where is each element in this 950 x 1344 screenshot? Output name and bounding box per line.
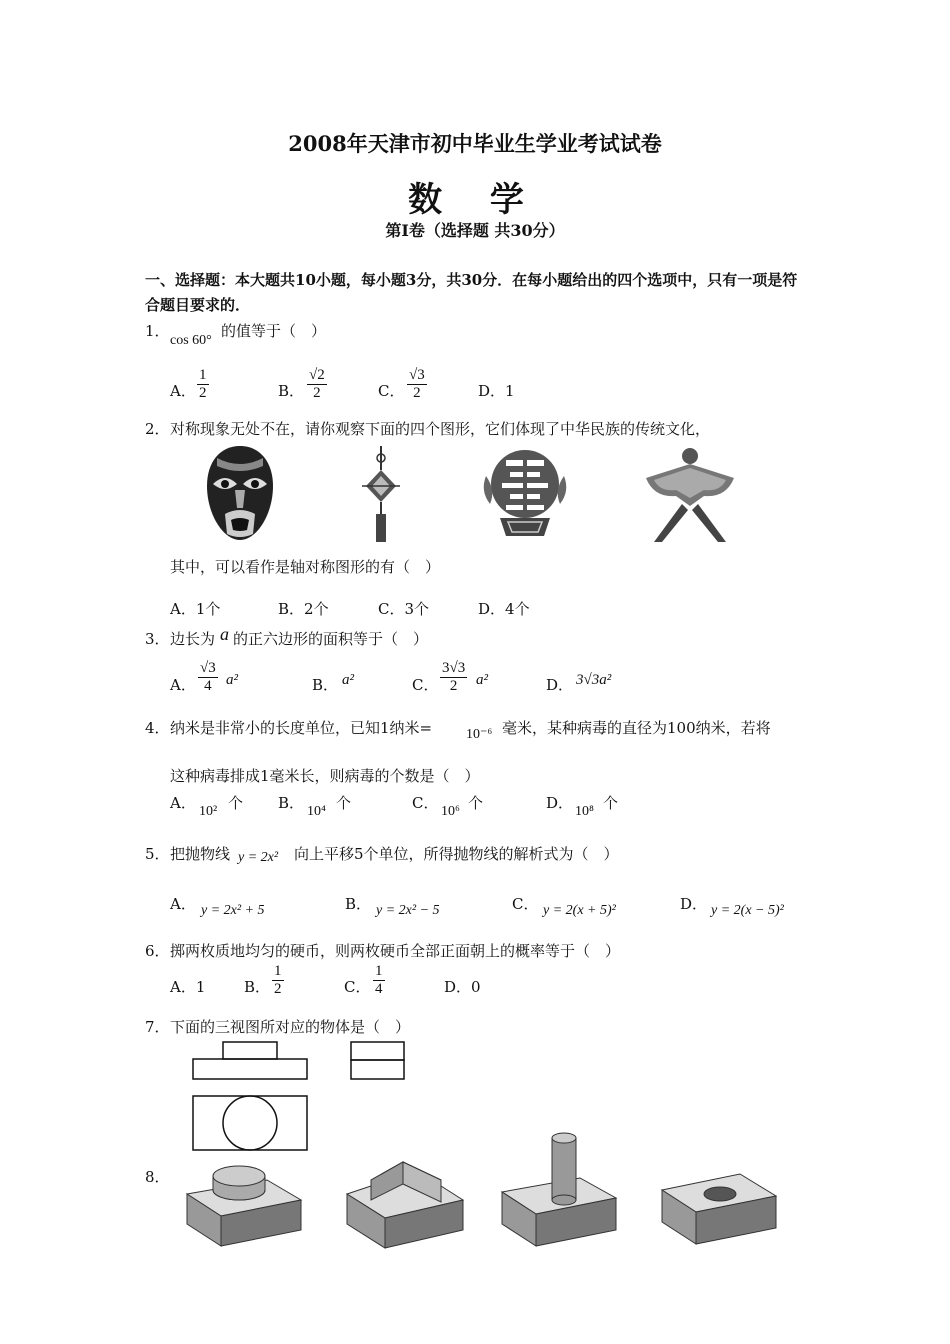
q6-option-d: D．0: [444, 978, 481, 996]
q6-option-c-label: C．: [344, 978, 371, 996]
subject-heading: 数 学: [408, 180, 542, 220]
q4-power: 10⁻⁶: [466, 727, 493, 742]
double-happiness-papercut-image: [480, 446, 570, 538]
q1-option-a-label: A．: [170, 382, 196, 400]
q6-option-b-fraction: [272, 963, 284, 998]
numerator: 1: [274, 963, 282, 979]
q4-number: 4．: [145, 719, 170, 737]
q4-option-b-value: 10⁴: [307, 804, 326, 819]
q3-option-a-fraction: [198, 660, 218, 695]
q4-option-a-unit: 个: [228, 794, 244, 812]
q4-stem-part1: 纳米是非常小的长度单位，已知1纳米=: [170, 719, 433, 737]
stepped-block-image: [345, 1158, 465, 1254]
q5-option-b-value: y = 2x² − 5: [376, 903, 440, 918]
chinese-knot-image: [362, 446, 400, 542]
denominator: 2: [313, 385, 321, 401]
q2-stem-continued: 其中，可以看作是轴对称图形的有（ ）: [170, 558, 441, 576]
q5-option-b-label: B．: [345, 895, 372, 913]
q5-number: 5．: [145, 845, 170, 863]
q3-stem-part1: 边长为: [170, 630, 216, 648]
q7-number: 7．: [145, 1018, 170, 1036]
q3-option-c-fraction: [440, 660, 467, 695]
q8-number: 8．: [145, 1168, 170, 1186]
q4-option-b-unit: 个: [336, 794, 352, 812]
q3-stem-part2: 的正六边形的面积等于（ ）: [233, 630, 429, 648]
q4-option-a-value: 10²: [199, 804, 218, 819]
q5-option-a-label: A．: [170, 895, 196, 913]
q6-option-b-label: B．: [244, 978, 271, 996]
swallow-kite-image: [642, 446, 738, 544]
q6-number: 6．: [145, 942, 170, 960]
exam-title: 2008年天津市初中毕业生学业考试试卷: [288, 131, 662, 156]
q2-option-a: A．1个: [170, 600, 221, 618]
q2-number: 2．: [145, 420, 170, 438]
top-view: [193, 1096, 307, 1150]
q5-option-d-label: D．: [680, 895, 708, 913]
q4-stem-part2: 毫米，某种病毒的直径为100纳米，若将: [502, 719, 771, 737]
q3-number: 3．: [145, 630, 170, 648]
q4-option-a-label: A．: [170, 794, 196, 812]
denominator: 2: [413, 385, 421, 401]
numerator: √3: [409, 367, 425, 383]
section-instructions: 一、选择题：本大题共10小题，每小题3分，共30分．在每小题给出的四个选项中，只有一项是符合题目要求的．: [145, 271, 798, 314]
q3-variable: a: [220, 624, 229, 644]
q1-option-b-fraction: [307, 367, 327, 402]
q5-stem-part2: 向上平移5个单位，所得抛物线的解析式为（ ）: [294, 845, 619, 863]
q5-option-c-label: C．: [512, 895, 539, 913]
numerator: 3√3: [442, 660, 466, 676]
q1-option-a-fraction: [197, 367, 209, 402]
q1-option-d: D．1: [478, 382, 515, 400]
denominator: 2: [449, 678, 458, 694]
side-view: [351, 1042, 404, 1079]
solid-block-with-disk-image: [185, 1160, 303, 1254]
q1-option-c-fraction: [407, 367, 427, 402]
opera-mask-image: [205, 444, 275, 542]
q3-option-d-value: 3√3a²: [576, 672, 612, 688]
q1-expression: cos 60°: [170, 333, 212, 348]
block-with-pole-image: [500, 1132, 618, 1254]
q6-option-c-fraction: [373, 963, 385, 998]
q2-option-d: D．4个: [478, 600, 530, 618]
q3-option-c-label: C．: [412, 676, 439, 694]
denominator: 2: [274, 981, 282, 997]
q7-stem: 下面的三视图所对应的物体是（ ）: [170, 1018, 411, 1036]
q3-option-b-value: a²: [342, 672, 354, 688]
q1-option-b-label: B．: [278, 382, 305, 400]
q6-option-a: A．1: [170, 978, 206, 996]
q6-stem: 掷两枚质地均匀的硬币，则两枚硬币全部正面朝上的概率等于（ ）: [170, 942, 621, 960]
q5-option-a-value: y = 2x² + 5: [201, 903, 265, 918]
numerator: √2: [309, 367, 325, 383]
q2-stem: 对称现象无处不在，请你观察下面的四个图形，它们体现了中华民族的传统文化，: [170, 420, 711, 438]
q3-option-a-tail: a²: [226, 672, 238, 688]
q2-option-b: B．2个: [278, 600, 329, 618]
q5-option-c-value: y = 2(x + 5)²: [543, 903, 616, 918]
q4-option-d-value: 10⁸: [575, 804, 594, 819]
q3-option-a-label: A．: [170, 676, 196, 694]
denominator: 4: [204, 678, 212, 694]
block-with-hole-image: [660, 1160, 778, 1254]
q5-option-d-value: y = 2(x − 5)²: [711, 903, 784, 918]
q4-option-d-label: D．: [546, 794, 574, 812]
q3-option-c-tail: a²: [476, 672, 488, 688]
front-view: [193, 1042, 307, 1079]
numerator: √3: [200, 660, 216, 676]
q1-number: 1．: [145, 322, 170, 340]
q4-option-c-label: C．: [412, 794, 439, 812]
q3-option-d-label: D．: [546, 676, 574, 694]
denominator: 4: [375, 981, 383, 997]
numerator: 1: [375, 963, 383, 979]
q2-option-c: C．3个: [378, 600, 430, 618]
q4-option-c-unit: 个: [468, 794, 484, 812]
q5-expression: y = 2x²: [238, 850, 279, 865]
numerator: 1: [199, 367, 207, 383]
three-view-drawing: [190, 1038, 410, 1154]
q4-option-b-label: B．: [278, 794, 305, 812]
q1-stem: 的值等于（ ）: [221, 322, 327, 340]
q1-option-c-label: C．: [378, 382, 405, 400]
q3-option-b-label: B．: [312, 676, 339, 694]
q4-option-d-unit: 个: [603, 794, 619, 812]
q4-option-c-value: 10⁶: [441, 804, 460, 819]
q5-stem-part1: 把抛物线: [170, 845, 231, 863]
denominator: 2: [199, 385, 207, 401]
q4-stem-continued: 这种病毒排成1毫米长，则病毒的个数是（ ）: [170, 767, 480, 785]
part-heading: 第Ⅰ卷（选择题 共30分）: [385, 221, 565, 240]
